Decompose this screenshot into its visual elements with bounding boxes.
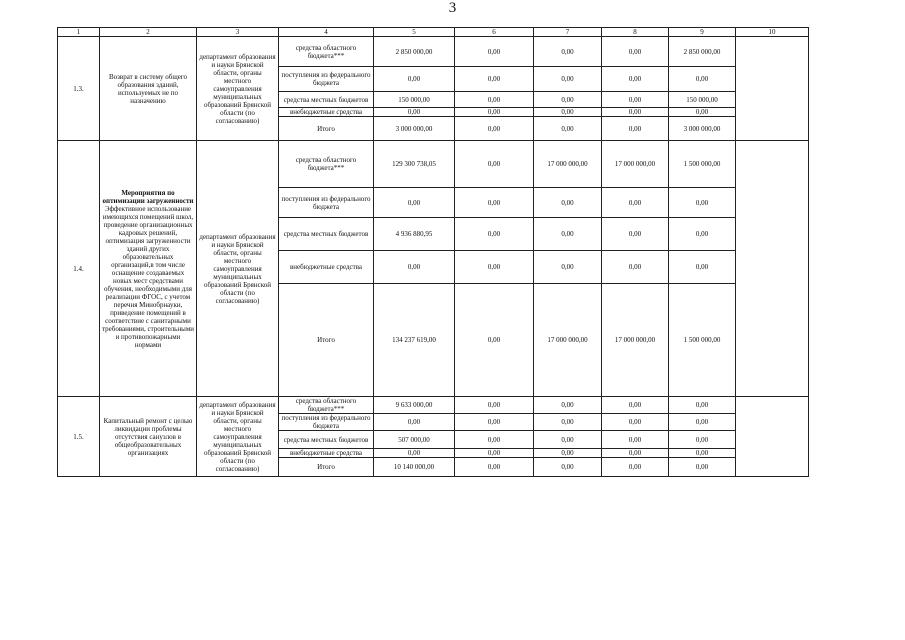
amount-cell: 0,00: [669, 414, 736, 431]
funding-source: средства местных бюджетов: [279, 431, 374, 449]
amount-cell: 0,00: [669, 458, 736, 477]
amount-cell: 0,00: [374, 251, 455, 284]
amount-cell: 0,00: [602, 251, 669, 284]
amount-cell: 0,00: [669, 188, 736, 218]
amount-cell: 0,00: [455, 251, 534, 284]
funding-source: средства местных бюджетов: [279, 92, 374, 108]
amount-cell: 0,00: [602, 92, 669, 108]
responsible-department: департамент образования и науки Брянской области, органы местного самоуправления муниципальных образований Брянской области (по согласованию): [197, 397, 279, 477]
header-row: [58, 28, 809, 37]
amount-cell: 0,00: [669, 108, 736, 117]
amount-cell: 0,00: [455, 37, 534, 67]
header-cell: 7: [534, 28, 602, 37]
amount-cell: 0,00: [455, 108, 534, 117]
amount-cell: 0,00: [455, 431, 534, 449]
responsible-department: департамент образования и науки Брянской области, органы местного самоуправления муниципальных образований Брянской области (по согласованию): [197, 37, 279, 141]
amount-cell: 0,00: [455, 458, 534, 477]
amount-cell: 0,00: [602, 108, 669, 117]
amount-cell: 134 237 619,00: [374, 284, 455, 397]
amount-cell: 17 000 000,00: [534, 141, 602, 188]
funding-source: средства местных бюджетов: [279, 218, 374, 251]
amount-cell: 0,00: [669, 218, 736, 251]
amount-cell: 0,00: [455, 117, 534, 141]
amount-cell: 0,00: [669, 67, 736, 92]
funding-source: средства областного бюджета***: [279, 37, 374, 67]
amount-cell: 1 500 000,00: [669, 284, 736, 397]
funding-source: внебюджетные средства: [279, 108, 374, 117]
header-cell: 9: [669, 28, 736, 37]
amount-cell: 0,00: [602, 188, 669, 218]
amount-cell: 17 000 000,00: [602, 141, 669, 188]
amount-cell: 0,00: [534, 431, 602, 449]
amount-cell: 9 633 000,00: [374, 397, 455, 414]
row-number: 1.4.: [58, 141, 100, 397]
amount-cell: 0,00: [374, 108, 455, 117]
amount-cell: 0,00: [455, 397, 534, 414]
page-number: 3: [448, 0, 457, 16]
amount-cell: 0,00: [669, 397, 736, 414]
amount-cell: 0,00: [602, 431, 669, 449]
amount-cell: 0,00: [455, 92, 534, 108]
funding-source: средства областного бюджета***: [279, 397, 374, 414]
amount-cell: 0,00: [374, 67, 455, 92]
amount-cell: 17 000 000,00: [602, 284, 669, 397]
amount-cell: 0,00: [534, 251, 602, 284]
amount-cell: 1 500 000,00: [669, 141, 736, 188]
activity-title: Мероприятия по оптимизации загруженности: [102, 188, 194, 205]
funding-source: внебюджетные средства: [279, 251, 374, 284]
amount-cell: 3 000 000,00: [669, 117, 736, 141]
amount-cell: 0,00: [602, 117, 669, 141]
amount-cell: 0,00: [602, 37, 669, 67]
notes-cell: [736, 37, 809, 141]
notes-cell: [736, 141, 809, 397]
amount-cell: 0,00: [602, 397, 669, 414]
amount-cell: 0,00: [455, 414, 534, 431]
amount-cell: 2 850 000,00: [374, 37, 455, 67]
amount-cell: 0,00: [669, 431, 736, 449]
amount-cell: 150 000,00: [669, 92, 736, 108]
amount-cell: 0,00: [374, 449, 455, 458]
amount-cell: 0,00: [455, 67, 534, 92]
amount-cell: 0,00: [602, 67, 669, 92]
funding-source: Итого: [279, 284, 374, 397]
amount-cell: 0,00: [455, 188, 534, 218]
amount-cell: 0,00: [534, 67, 602, 92]
funding-source: поступления из федерального бюджета: [279, 188, 374, 218]
activity-description: [100, 397, 197, 477]
table-row: [58, 37, 809, 67]
amount-cell: 0,00: [669, 449, 736, 458]
table-row: [58, 397, 809, 414]
amount-cell: 2 850 000,00: [669, 37, 736, 67]
activity-description: [100, 37, 197, 141]
header-cell: 6: [455, 28, 534, 37]
header-cell: 8: [602, 28, 669, 37]
amount-cell: 0,00: [534, 458, 602, 477]
amount-cell: 0,00: [455, 284, 534, 397]
amount-cell: 0,00: [534, 397, 602, 414]
amount-cell: 4 936 880,95: [374, 218, 455, 251]
amount-cell: 0,00: [374, 188, 455, 218]
amount-cell: 129 300 738,05: [374, 141, 455, 188]
amount-cell: 507 000,00: [374, 431, 455, 449]
row-number: 1.3.: [58, 37, 100, 141]
table-row: [58, 141, 809, 188]
amount-cell: 0,00: [534, 188, 602, 218]
funding-source: Итого: [279, 117, 374, 141]
amount-cell: 150 000,00: [374, 92, 455, 108]
amount-cell: 10 140 000,00: [374, 458, 455, 477]
responsible-department: департамент образования и науки Брянской области, органы местного самоуправления муниципальных образований Брянской области (по согласованию): [197, 141, 279, 397]
header-cell: 5: [374, 28, 455, 37]
amount-cell: 0,00: [374, 414, 455, 431]
amount-cell: 0,00: [534, 37, 602, 67]
activity-text: Возврат в систему общего образования зданий, используемых не по назначению: [108, 72, 188, 105]
funding-source: Итого: [279, 458, 374, 477]
funding-source: средства областного бюджета***: [279, 141, 374, 188]
header-cell: 3: [197, 28, 279, 37]
budget-table: [57, 27, 809, 477]
amount-cell: 0,00: [669, 251, 736, 284]
amount-cell: 0,00: [534, 449, 602, 458]
row-number: 1.5.: [58, 397, 100, 477]
funding-source: внебюджетные средства: [279, 449, 374, 458]
notes-cell: [736, 397, 809, 477]
activity-text: Капитальный ремонт с целью ликвидации проблемы отсутствия санузлов в общеобразовательных организациях: [103, 416, 193, 457]
amount-cell: 0,00: [534, 92, 602, 108]
amount-cell: 0,00: [602, 218, 669, 251]
amount-cell: 0,00: [534, 117, 602, 141]
amount-cell: 0,00: [534, 108, 602, 117]
header-cell: 2: [100, 28, 197, 37]
amount-cell: 0,00: [602, 449, 669, 458]
amount-cell: 0,00: [455, 141, 534, 188]
header-cell: 10: [736, 28, 809, 37]
amount-cell: 0,00: [455, 449, 534, 458]
amount-cell: 17 000 000,00: [534, 284, 602, 397]
header-cell: 4: [279, 28, 374, 37]
header-cell: 1: [58, 28, 100, 37]
amount-cell: 0,00: [602, 414, 669, 431]
amount-cell: 0,00: [602, 458, 669, 477]
amount-cell: 0,00: [534, 414, 602, 431]
amount-cell: 3 000 000,00: [374, 117, 455, 141]
table-body: [58, 37, 809, 477]
funding-source: поступления из федерального бюджета: [279, 67, 374, 92]
amount-cell: 0,00: [534, 218, 602, 251]
funding-source: поступления из федерального бюджета: [279, 414, 374, 431]
activity-text: Эффективное использование имеющихся помещений школ, проведение организационных кадровых решений, оптимизация загруженности зданий других образовательных организаций,в том числе оснащение создаваемых новых мест средствами обучения, необходимыми для реализации ФГОС, с учетом перечня Минобрнауки, приведение помещений в соответствие с санитарными требованиями, строительными и противопожарными нормами: [102, 204, 194, 349]
amount-cell: 0,00: [455, 218, 534, 251]
activity-description: [100, 141, 197, 397]
